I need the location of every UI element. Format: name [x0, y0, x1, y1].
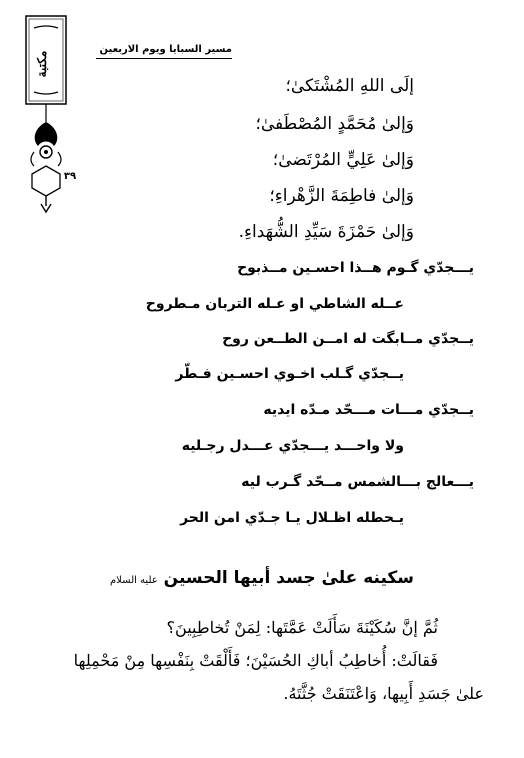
poem-line: يــجدّي مـــات مـــحّد مـدّه ايديه	[263, 402, 474, 418]
library-logo-icon	[34, 26, 58, 94]
invocation-line: وَإلىٰ مُحَمَّدٍ المُصْطَفىٰ؛	[255, 114, 414, 134]
page-number: ٣٩	[63, 171, 77, 182]
poem-line: يـــعالج بـــالشمس مــحّد گـرب ليه	[241, 474, 474, 490]
poem-line: ولا واحـــد يـــجدّي عـــدل رجـليه	[181, 438, 404, 454]
floral-ornament-icon	[31, 122, 61, 166]
honorific-mark: عليه السلام	[109, 575, 158, 586]
poem-line: عــله الشاطي او عـله التربان مـطروح	[145, 296, 404, 312]
poem-line: يـــجدّي گـوم هــذا احسـين مــذبوح	[237, 260, 474, 276]
prose-line: ثُمَّ إنَّ سُكَيْنَةَ سَأَلَتْ عَمَّتَها: لِمَنْ تُخاطِبِينَ؟	[166, 618, 438, 637]
page-number-frame-icon	[32, 166, 60, 196]
poem-line: يـحطله اظـلال يـا جـدّي امن الحر	[180, 510, 404, 526]
prose-line: علىٰ جَسَدِ أَبِيها، وَاعْتَنَقَتْ جُثَّتَهُ.	[283, 684, 484, 703]
logo-lettering: مكتبة	[35, 50, 49, 78]
poem-line: يــجدّي مــابگت له امــن الطــعن روح	[222, 331, 474, 347]
invocation-line: وَإلىٰ حَمْزَةَ سَيِّدِ الشُّهَداءِ.	[238, 222, 414, 242]
side-ornament	[24, 14, 96, 214]
invocation-line: وَإلىٰ فاطِمَةَ الزَّهْراءِ؛	[269, 186, 414, 206]
poem-line: يــجدّي گـلب اخـوي احسـين فـطّر	[175, 366, 404, 382]
running-header: مسير السبايا ويوم الاربعين	[96, 44, 232, 59]
section-heading	[40, 568, 484, 588]
invocation-line: إلَى اللهِ المُشْتَكىٰ؛	[285, 76, 414, 96]
section-title: سكينه علىٰ جسد أبيها الحسين	[163, 568, 414, 588]
invocation-line: وَإلىٰ عَلِيٍّ المُرْتَضىٰ؛	[272, 150, 414, 170]
prose-line: فَقالَتْ: أُخاطِبُ أباكِ الحُسَيْنَ؛ فَأَلْقَتْ بِنَفْسِها مِنْ مَحْمِلِها	[73, 651, 438, 670]
